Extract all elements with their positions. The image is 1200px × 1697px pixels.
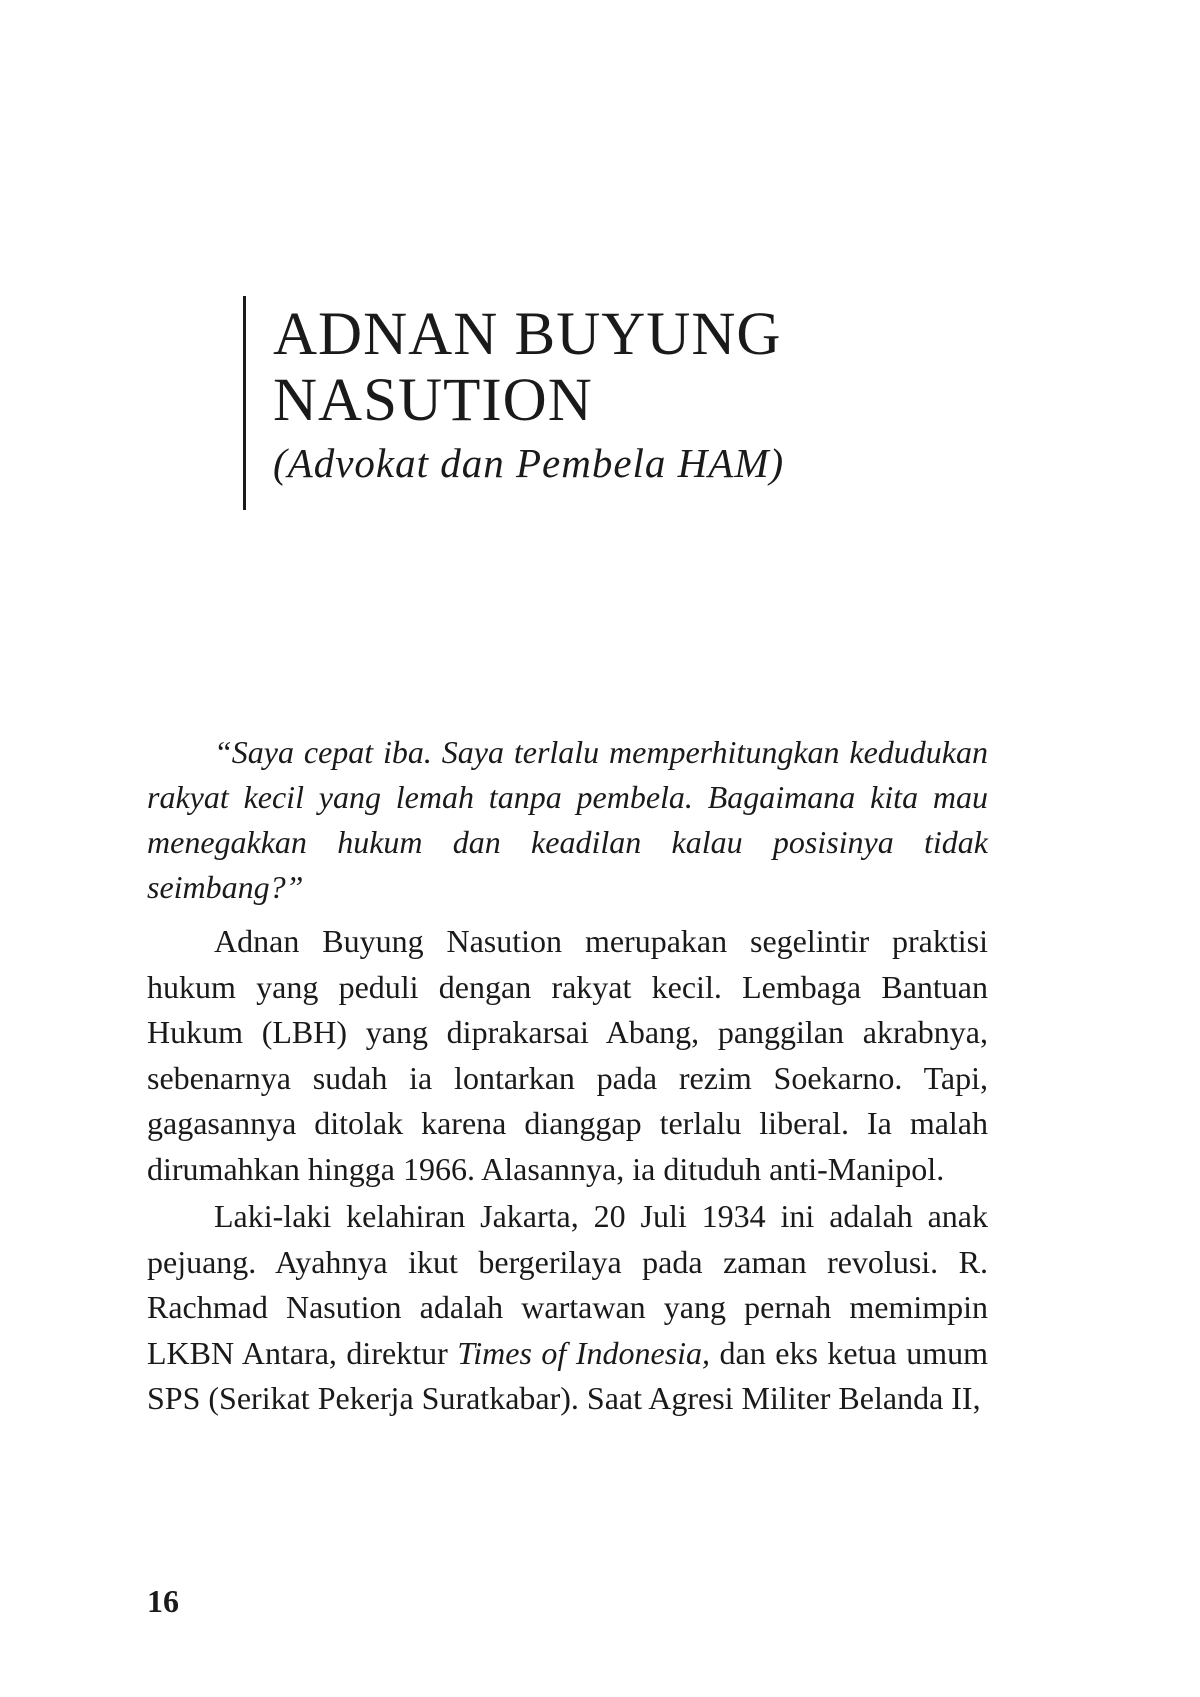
chapter-heading [243,296,963,510]
paragraph-2-text-start: Laki-laki kelahiran Jakarta, 20 Juli 1934 ini adalah anak pejuang. Ayahnya ikut bergerilaya pada zaman revolusi. R. Rachmad Nasution adalah wartawan yang pernah memimpin LKBN Antara, direktur [147,1198,988,1371]
body-text [147,730,988,1422]
chapter-title-line-1: ADNAN BUYUNG [273,301,782,368]
chapter-title-line-2: NASUTION [273,367,593,434]
heading-vertical-rule [243,296,246,510]
chapter-subtitle: (Advokat dan Pembela HAM) [273,440,785,486]
opening-quote: “Saya cepat iba. Saya terlalu memperhitungkan kedudukan rakyat kecil yang lemah tanpa pembela. Bagaimana kita mau menegakkan hukum dan keadilan kalau posisinya tidak seimbang?” [147,734,988,905]
paragraph-2-text-end: dan eks ketua umum SPS (Serikat Pekerja Suratkabar). Saat Agresi Militer Belanda II, [147,1334,989,1416]
page-number: 16 [147,1583,179,1619]
paragraph-2 [147,1194,988,1422]
heading-text-group [273,302,963,488]
publication-title: Times of Indonesia, [457,1334,711,1371]
paragraph-1: Adnan Buyung Nasution merupakan segelintir praktisi hukum yang peduli dengan rakyat kecil. Lembaga Bantuan Hukum (LBH) yang diprakarsai Abang, panggilan akrabnya, sebenarnya sudah ia lontarkan pada rezim Soekarno. Tapi, gagasannya ditolak karena dianggap terlalu liberal. Ia malah dirumahkan hingga 1966. Alasannya, ia dituduh anti-Manipol. [147,923,988,1187]
